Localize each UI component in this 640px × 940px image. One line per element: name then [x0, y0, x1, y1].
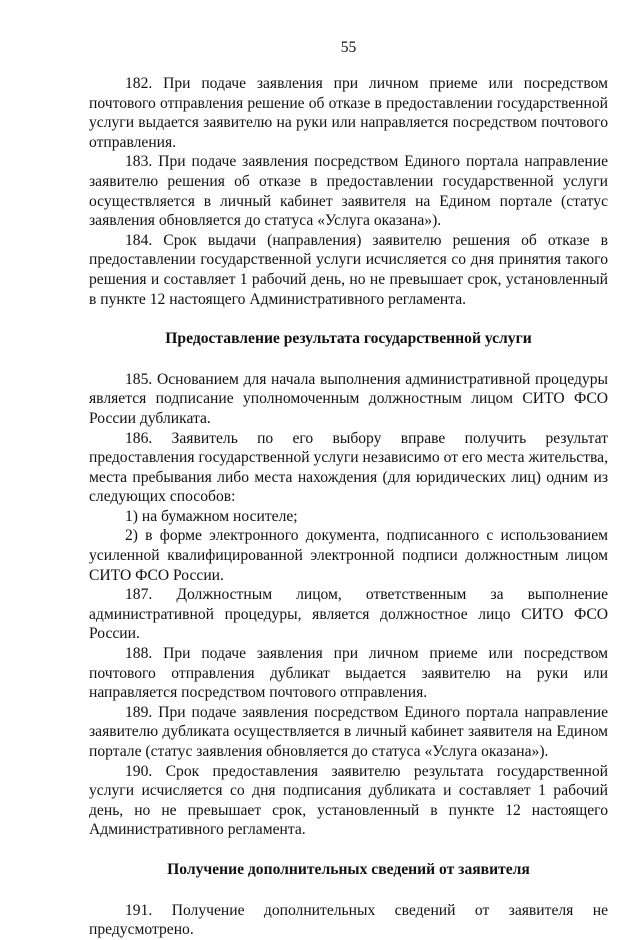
- paragraph-188: 188. При подаче заявления при личном приеме или посредством почтового отправления дубликат выдается заявителю на руки или направляется посредством почтового отправления.: [89, 645, 608, 702]
- paragraph-183: 183. При подаче заявления посредством Единого портала направление заявителю решения об отказе в предоставлении государственной услуги осуществляется в личный кабинет заявителя на Едином портале (статус заявления обновляется до статуса «Услуга оказана»).: [89, 153, 608, 230]
- section-heading-additional-info: Получение дополнительных сведений от заявителя: [167, 860, 530, 878]
- document-body: [89, 74, 608, 940]
- paragraph-184: 184. Срок выдачи (направления) заявителю решения об отказе в предоставлении государственной услуги исчисляется со дня принятия такого решения и составляет 1 рабочий день, но не превышает срок, установленный в пункте 12 настоящего Административного регламента.: [89, 231, 608, 308]
- paragraph-189: 189. При подаче заявления посредством Единого портала направление заявителю дубликата осуществляется в личный кабинет заявителя на Едином портале (статус заявления обновляется до статуса «Услуга оказана»).: [89, 703, 608, 760]
- paragraph-187: 187. Должностным лицом, ответственным за выполнение административной процедуры, является должностное лицо СИТО ФСО России.: [89, 586, 608, 643]
- paragraph-182: 182. При подаче заявления при личном приеме или посредством почтового отправления решение об отказе в предоставлении государственной услуги выдается заявителю на руки или направляется посредством почтового отправления.: [89, 75, 608, 151]
- paragraph-186: 186. Заявитель по его выбору вправе получить результат предоставления государственной услуги независимо от его места жительства, места пребывания либо места нахождения (для юридических лиц) одним из следующих способов:: [89, 429, 608, 506]
- page-number: 55: [340, 39, 357, 56]
- list-item-electronic: 2) в форме электронного документа, подписанного с использованием усиленной квалифицированной электронной подписи должностным лицом СИТО ФСО России.: [89, 527, 608, 584]
- paragraph-185: 185. Основанием для начала выполнения административной процедуры является подписание уполномоченным должностным лицом СИТО ФСО России дубликата.: [89, 370, 608, 427]
- list-item-paper: 1) на бумажном носителе;: [125, 507, 298, 525]
- paragraph-191: 191. Получение дополнительных сведений от заявителя не предусмотрено.: [89, 901, 608, 939]
- paragraph-190: 190. Срок предоставления заявителю результата государственной услуги исчисляется со дня подписания дубликата и составляет 1 рабочий день, но не превышает срок, установленный в пункте 12 настоящего Административного регламента.: [89, 762, 608, 839]
- section-heading-result: Предоставление результата государственной услуги: [165, 330, 532, 348]
